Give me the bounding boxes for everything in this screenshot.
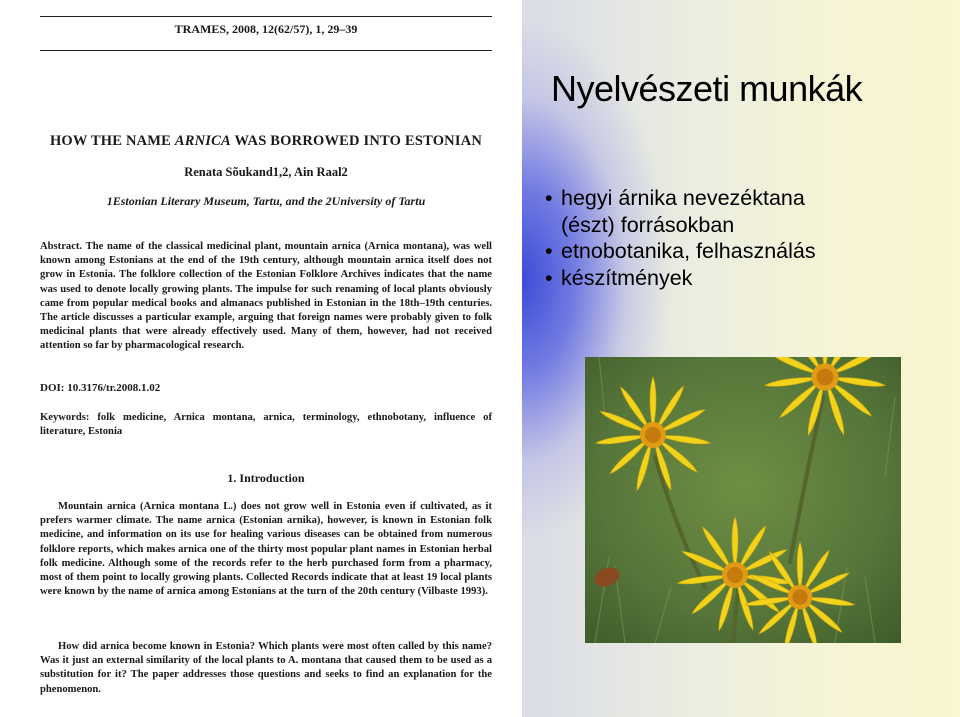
journal-reference: TRAMES, 2008, 12(62/57), 1, 29–39 — [174, 22, 358, 36]
bullet-item — [545, 265, 816, 292]
keywords — [40, 411, 492, 439]
top-rule — [40, 16, 492, 17]
arnica-photo — [585, 357, 901, 643]
title-part-2: WAS BORROWED INTO ESTONIAN — [230, 133, 483, 149]
title-part-1: HOW THE NAME — [49, 133, 175, 149]
introduction-heading: 1. Introduction — [227, 471, 305, 485]
abstract-label: Abstract. — [40, 241, 83, 252]
title-italic: ARNICA — [174, 133, 231, 149]
abstract-text: The name of the classical medicinal plant, mountain arnica (Arnica montana), was well known among Estonians at the end of the 19th century, although mountain arnica itself does not grow in Estonia. The folklore collection of the Estonian Folklore Archives indicates that the name was used to denote locally growing plants. The impulse for such renaming of local plants obviously came from popular medical books and almanacs published in Estonian in the 18th–19th centuries. The article discusses a particular example, arguing that foreign names were probably given to folk medicinal plants that were already effectively used. Many of them, however, had not received attention so far by pharmacological research. — [40, 241, 492, 352]
bullet-item — [545, 212, 816, 239]
keywords-text: folk medicine, Arnica montana, arnica, terminology, ethnobotany, influence of literature, Estonia — [40, 412, 492, 438]
bullet-text: (észt) forrásokban — [561, 212, 735, 237]
header-rule — [40, 50, 492, 51]
doi: DOI: 10.3176/tr.2008.1.02 — [40, 382, 161, 394]
keywords-label: Keywords: — [40, 412, 90, 423]
bullet-dot-icon: • — [545, 239, 553, 263]
introduction-paragraph-2: How did arnica become known in Estonia? Which plants were most often called by this name? Was it just an external similarity of the local plants to A. montana that caused them to be used as a substitution for it? The paper addresses those questions and seeks to find an explanation for the phenomenon. — [40, 641, 492, 695]
introduction-paragraph-1: Mountain arnica (Arnica montana L.) does not grow well in Estonia even if cultivated, as it prefers warmer climate. The name arnica (Estonian arnika), however, is known in Estonian folk medicine, and information on its use for healing various diseases can be obtained from numerous folklore reports, which makes arnica one of the thirty most popular plant names in Estonian herbal folk medicine. Although some of the records refer to the herb purchased form from a pharmacy, most of them point to locally growing plants. Collected Records indicate that at least 19 local plants were known by the name of arnica among Estonians at the turn of the 20th century (Vilbaste 1993). — [40, 501, 492, 598]
abstract — [40, 240, 492, 354]
article-authors: Renata Sõukand1,2, Ain Raal2 — [184, 165, 348, 179]
bullet-item — [545, 185, 816, 212]
bullet-text: etnobotanika, felhasználás — [561, 239, 816, 263]
bullet-dot-icon: • — [545, 265, 553, 290]
bullet-dot-icon: • — [545, 186, 553, 210]
slide-title: Nyelvészeti munkák — [551, 68, 863, 109]
bullet-item — [545, 238, 816, 265]
article-affiliation: 1Estonian Literary Museum, Tartu, and the 2University of Tartu — [106, 194, 426, 208]
bullet-list — [545, 185, 816, 291]
bullet-text: hegyi árnika nevezéktana — [561, 186, 805, 210]
arnica-flowers-illustration — [585, 357, 901, 643]
bullet-text: készítmények — [561, 265, 693, 290]
article-title — [40, 133, 492, 150]
